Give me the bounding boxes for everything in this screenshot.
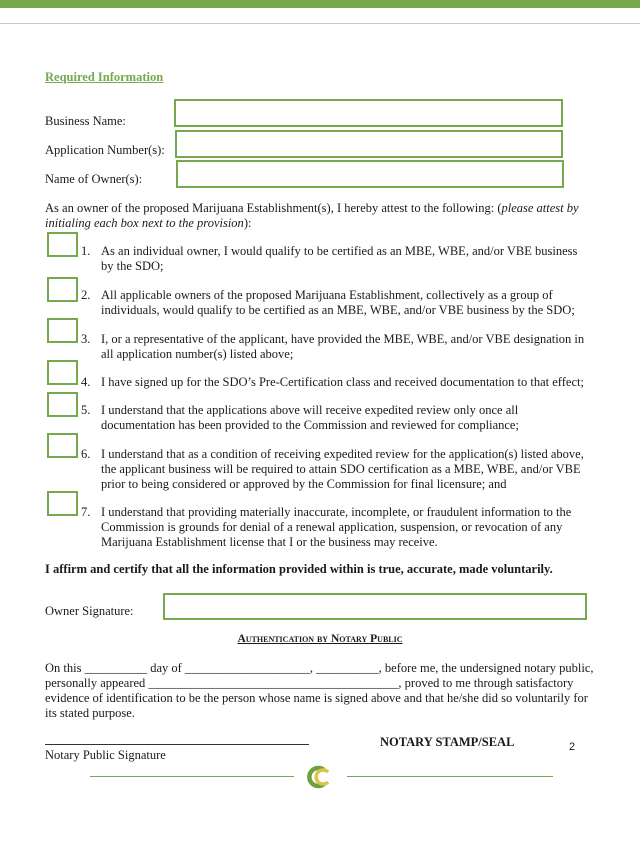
application-number-label: Application Number(s): (45, 143, 165, 157)
provision-number: 4. (81, 375, 91, 389)
intro-suffix: ): (243, 216, 252, 230)
notary-signature-line (45, 744, 309, 745)
provision-number: 7. (81, 505, 91, 519)
provision-number: 1. (81, 244, 91, 258)
initial-box-1[interactable] (47, 232, 78, 257)
footer-line-left (90, 776, 294, 777)
intro-instruction: please attest by initialing each box next to the provision (45, 201, 579, 230)
provision-text: I understand that as a condition of receiving expedited review for the application(s) listed above, the applicant business will be required to attain SDO certification as a MBE, WBE, and/or VBE prior to being considered or approved by the Commission for final licensure; and (101, 447, 584, 491)
notary-signature-label: Notary Public Signature (45, 748, 166, 762)
notary-section-title: Authentication by Notary Public (237, 633, 403, 645)
initial-box-3[interactable] (47, 318, 78, 343)
affirmation-statement: I affirm and certify that all the information provided within is true, accurate, made voluntarily. (45, 562, 553, 576)
notary-paragraph: On this __________ day of ____________________, __________, before me, the undersigned notary public, personally appeared ________________________________________, proved to me through satisfactory evidence of identification to be the person whose name is signed above and that he/she did so voluntarily for its stated purpose. (45, 661, 594, 720)
intro-text: As an owner of the proposed Marijuana Establishment(s), I hereby attest to the following: ( (45, 201, 502, 215)
header-accent-bar (0, 0, 640, 8)
initial-box-4[interactable] (47, 360, 78, 385)
provision-text: I, or a representative of the applicant, have provided the MBE, WBE, and/or VBE designation in all application number(s) listed above; (101, 332, 585, 361)
page-number: 2 (569, 741, 576, 753)
footer-line-right (347, 776, 553, 777)
commission-logo-icon (305, 764, 335, 790)
provision-text: All applicable owners of the proposed Marijuana Establishment, collectively as a group of individuals, would qualify to be certified as an MBE, WBE, and/or VBE business by the SDO; (101, 288, 575, 317)
provision-number: 3. (81, 332, 91, 346)
business-name-label: Business Name: (45, 114, 126, 128)
notary-stamp-label: NOTARY STAMP/SEAL (380, 735, 515, 749)
initial-box-5[interactable] (47, 392, 78, 417)
provision-number: 5. (81, 403, 91, 417)
owner-name-field[interactable] (176, 160, 564, 188)
provision-text: I have signed up for the SDO’s Pre-Certification class and received documentation to that effect; (101, 375, 584, 389)
initial-box-6[interactable] (47, 433, 78, 458)
provision-text: I understand that providing materially inaccurate, incomplete, or fraudulent information to the Commission is grounds for denial of a renewal application, suspension, or revocation of any Marijuana Establishment license that I or the business may receive. (101, 505, 572, 549)
header-divider (0, 23, 640, 24)
initial-box-2[interactable] (47, 277, 78, 302)
logo-yellow-arc (316, 770, 328, 784)
attestation-intro (45, 201, 600, 231)
business-name-field[interactable] (174, 99, 563, 127)
provision-number: 6. (81, 447, 91, 461)
owner-name-label: Name of Owner(s): (45, 172, 143, 186)
provision-number: 2. (81, 288, 91, 302)
provision-text: As an individual owner, I would qualify to be certified as an MBE, WBE, and/or VBE business by the SDO; (101, 244, 578, 273)
application-number-field[interactable] (175, 130, 563, 158)
owner-signature-field[interactable] (163, 593, 587, 620)
provision-text: I understand that the applications above will receive expedited review only once all documentation has been provided to the Commission and reviewed for compliance; (101, 403, 519, 432)
owner-signature-label: Owner Signature: (45, 604, 134, 618)
initial-box-7[interactable] (47, 491, 78, 516)
section-title: Required Information (45, 70, 164, 84)
